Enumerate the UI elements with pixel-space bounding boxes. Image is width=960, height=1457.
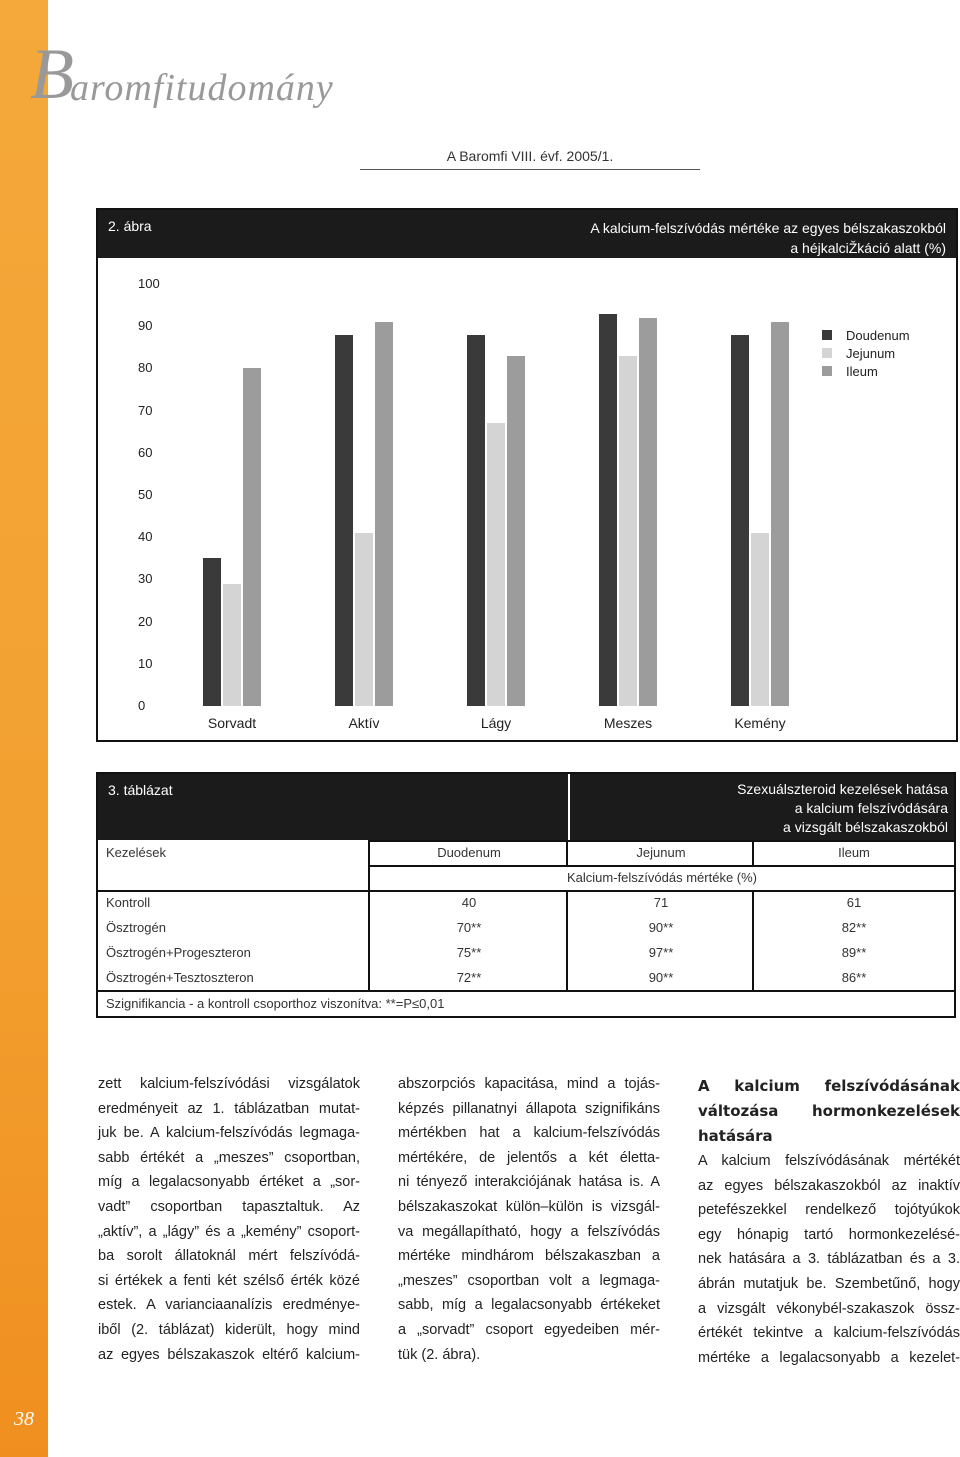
text-line: abszorpciós kapacitása, mind a tojás- (398, 1076, 660, 1092)
y-tick-label: 20 (138, 613, 153, 629)
x-category-label: Lágy (480, 715, 512, 731)
text-line: juk be. A kalcium-felszívódás legmaga- (98, 1125, 360, 1142)
text-line: va megállapítható, hogy a felszívódás (398, 1223, 660, 1240)
orange-sidebar (0, 0, 48, 1457)
legend-swatch (822, 366, 832, 376)
table-title-line3: a vizsgált bélszakaszokból (783, 819, 948, 835)
bar-ileum-meszes (639, 318, 657, 706)
figure-2 (96, 208, 958, 742)
x-category-label: Sorvadt (207, 715, 257, 731)
bar-jejunum-sorvadt (223, 584, 241, 706)
row-ile: 61 (846, 895, 862, 910)
table-header (98, 774, 954, 840)
figure-header (98, 210, 956, 258)
row-name: Kontroll (106, 895, 151, 910)
bar-doudenum-kemény (731, 335, 749, 706)
table-rule (368, 865, 954, 867)
col-treatment: Kezelések (106, 845, 166, 860)
text-line: az egyes bélszakaszokból az inaktív (698, 1177, 960, 1194)
text-line: hatására (698, 1127, 773, 1145)
row-duo: 75** (456, 945, 482, 960)
row-jej: 90** (648, 970, 674, 985)
text-column-1 (98, 1072, 360, 1367)
row-name: Ösztrogén+Progeszteron (106, 945, 251, 960)
text-line: iből (2. táblázat) kiderült, hogy mind (98, 1321, 360, 1338)
y-tick-label: 90 (138, 318, 153, 334)
table-rule (98, 990, 954, 992)
row-duo: 70** (456, 920, 482, 935)
row-name: Ösztrogén (106, 920, 166, 935)
text-line: si értékek a fenti két szélső érték közé (98, 1272, 360, 1289)
legend-item (822, 326, 910, 344)
bar-doudenum-lágy (467, 335, 485, 706)
text-column-3 (698, 1074, 960, 1370)
issue-reference: A Baromfi VIII. évf. 2005/1. (446, 148, 614, 164)
bar-ileum-kemény (771, 322, 789, 706)
table-rule (752, 890, 754, 990)
text-line: bélszakaszokat külön–külön is vizsgál- (398, 1198, 660, 1215)
row-jej: 90** (648, 920, 674, 935)
journal-brand (30, 34, 334, 114)
bar-jejunum-lágy (487, 423, 505, 706)
col-ileum: Ileum (838, 845, 870, 860)
table-rule (566, 840, 568, 865)
table-footnote-row (98, 991, 954, 1016)
table-title-line2: a kalcium felszívódására (794, 800, 948, 816)
bar-ileum-sorvadt (243, 368, 261, 706)
y-tick-label: 100 (138, 276, 160, 291)
text-line: ba sorolt állatoknál mért felszívódá- (98, 1248, 360, 1265)
text-line: ni tényező interakciójának hatása is. A (398, 1174, 660, 1191)
y-tick-label: 30 (138, 571, 153, 587)
x-category-label: Aktív (348, 715, 380, 731)
chart-legend (822, 326, 910, 380)
table-3 (96, 772, 956, 1018)
bar-jejunum-meszes (619, 356, 637, 706)
row-jej: 71 (653, 895, 669, 910)
row-ile: 86** (841, 970, 867, 985)
text-line: A kalcium felszívódásának (698, 1077, 960, 1095)
text-line: változása hormonkezelések (698, 1102, 960, 1120)
text-line: a „sorvadt” csoport egyedeiben mér- (398, 1321, 660, 1338)
y-tick-label: 0 (138, 698, 146, 713)
text-line: A kalcium felszívódásának mértékét (698, 1153, 960, 1169)
text-line: nek hatására a 3. táblázatban és a 3. (698, 1251, 960, 1268)
row-ile: 89** (841, 945, 867, 960)
table-row (98, 940, 954, 965)
legend-label: Ileum (846, 363, 878, 379)
header-rule (360, 169, 700, 170)
col-jejunum: Jejunum (636, 845, 686, 860)
table-rule (368, 840, 954, 842)
col-duodenum: Duodenum (437, 845, 501, 860)
y-tick-label: 50 (138, 487, 153, 502)
bar-chart (98, 258, 956, 740)
text-line: ábrán mutatjuk be. Szembetűnő, hogy (698, 1275, 960, 1292)
text-line: petefészekkel rendelkező tojótyúkok (698, 1202, 960, 1219)
text-line: vadt” csoportban tapasztaltuk. Az (98, 1198, 360, 1215)
text-line: mértéke mindhárom bélszakaszban a (398, 1248, 660, 1265)
text-line: eredményeit az 1. táblázatban mutat- (98, 1100, 360, 1117)
bar-ileum-lágy (507, 356, 525, 706)
text-line: sabb, míg a legalacsonyabb értékeket (398, 1297, 660, 1314)
figure-title (466, 218, 946, 258)
bar-jejunum-aktív (355, 533, 373, 706)
table-subheader: Kalcium-felszívódás mértéke (%) (567, 870, 757, 885)
bar-jejunum-kemény (751, 533, 769, 706)
text-line: képzés pillanatnyi állapota szignifikáns (398, 1100, 660, 1117)
legend-item (822, 362, 910, 380)
row-jej: 97** (648, 945, 674, 960)
table-rule (98, 890, 954, 892)
x-category-label: Kemény (734, 715, 786, 731)
y-tick-label: 70 (138, 402, 153, 418)
table-rule (752, 840, 754, 865)
text-line: egy hónapig tartó hormonkezelésé- (698, 1226, 960, 1243)
bar-doudenum-aktív (335, 335, 353, 706)
table-column-header-row (98, 840, 954, 865)
text-line: mértékére, de jelentős a két életta- (398, 1149, 660, 1166)
text-line: értékét tekintve a kalcium-felszívódás (698, 1325, 960, 1342)
y-tick-label: 80 (138, 360, 153, 376)
row-name: Ösztrogén+Tesztoszteron (106, 970, 254, 985)
text-line: mértékben hat a kalcium-felszívódás (398, 1125, 660, 1142)
bar-doudenum-meszes (599, 314, 617, 706)
text-line: a vizsgált vékonybél-szakaszok össz- (698, 1300, 960, 1317)
table-number: 3. táblázat (108, 782, 173, 798)
table-row (98, 965, 954, 990)
figure-number: 2. ábra (108, 218, 152, 234)
y-tick-label: 10 (138, 655, 153, 671)
table-row (98, 915, 954, 940)
figure-title-line1: A kalcium-felszívódás mértéke az egyes bélszakaszokból (590, 220, 946, 236)
brand-initial: B (30, 34, 74, 114)
row-duo: 72** (456, 970, 482, 985)
page-number: 38 (14, 1408, 34, 1430)
text-line: estek. A varianciaanalízis eredménye- (98, 1297, 360, 1314)
table-rule (566, 890, 568, 990)
table-footnote: Szignifikancia - a kontroll csoporthoz viszonítva: **=P≤0,01 (106, 996, 445, 1011)
text-line: zett kalcium-felszívódási vizsgálatok (98, 1076, 360, 1092)
table-title (737, 780, 948, 837)
text-line: míg a legalacsonyabb értéket a „sor- (98, 1174, 360, 1191)
bar-doudenum-sorvadt (203, 558, 221, 706)
bar-ileum-aktív (375, 322, 393, 706)
x-category-label: Meszes (603, 715, 653, 731)
text-line: tük (2. ábra). (398, 1346, 481, 1363)
y-tick-label: 40 (138, 529, 153, 545)
table-subheader-row (98, 865, 954, 890)
y-tick-label: 60 (138, 444, 153, 460)
table-title-line1: Szexuálszteroid kezelések hatása (737, 781, 948, 797)
section-heading (698, 1074, 960, 1149)
brand-rest: aromfitudomány (69, 67, 334, 109)
row-duo: 40 (461, 895, 477, 910)
text-line: „meszes” csoportban volt a legmaga- (398, 1272, 660, 1289)
text-column-2 (398, 1072, 660, 1367)
legend-item (822, 344, 910, 362)
table-row (98, 890, 954, 915)
legend-label: Doudenum (846, 327, 910, 343)
row-ile: 82** (841, 920, 867, 935)
figure-title-line2: a héjkalciŽkáció alatt (%) (790, 240, 946, 256)
text-line: mértéke a legalacsonyabb a kezelet- (698, 1349, 960, 1366)
text-line: sabb értékét a „meszes” csoportban, (98, 1149, 360, 1166)
table-header-divider (568, 774, 570, 840)
table-rule (368, 890, 370, 990)
legend-swatch (822, 330, 832, 340)
legend-swatch (822, 348, 832, 358)
legend-label: Jejunum (846, 345, 896, 361)
text-column-3-body (698, 1149, 960, 1370)
text-line: „aktív”, a „lágy” és a „kemény” csoport- (98, 1223, 360, 1240)
text-line: az egyes bélszakaszok eltérő kalcium- (98, 1346, 360, 1363)
